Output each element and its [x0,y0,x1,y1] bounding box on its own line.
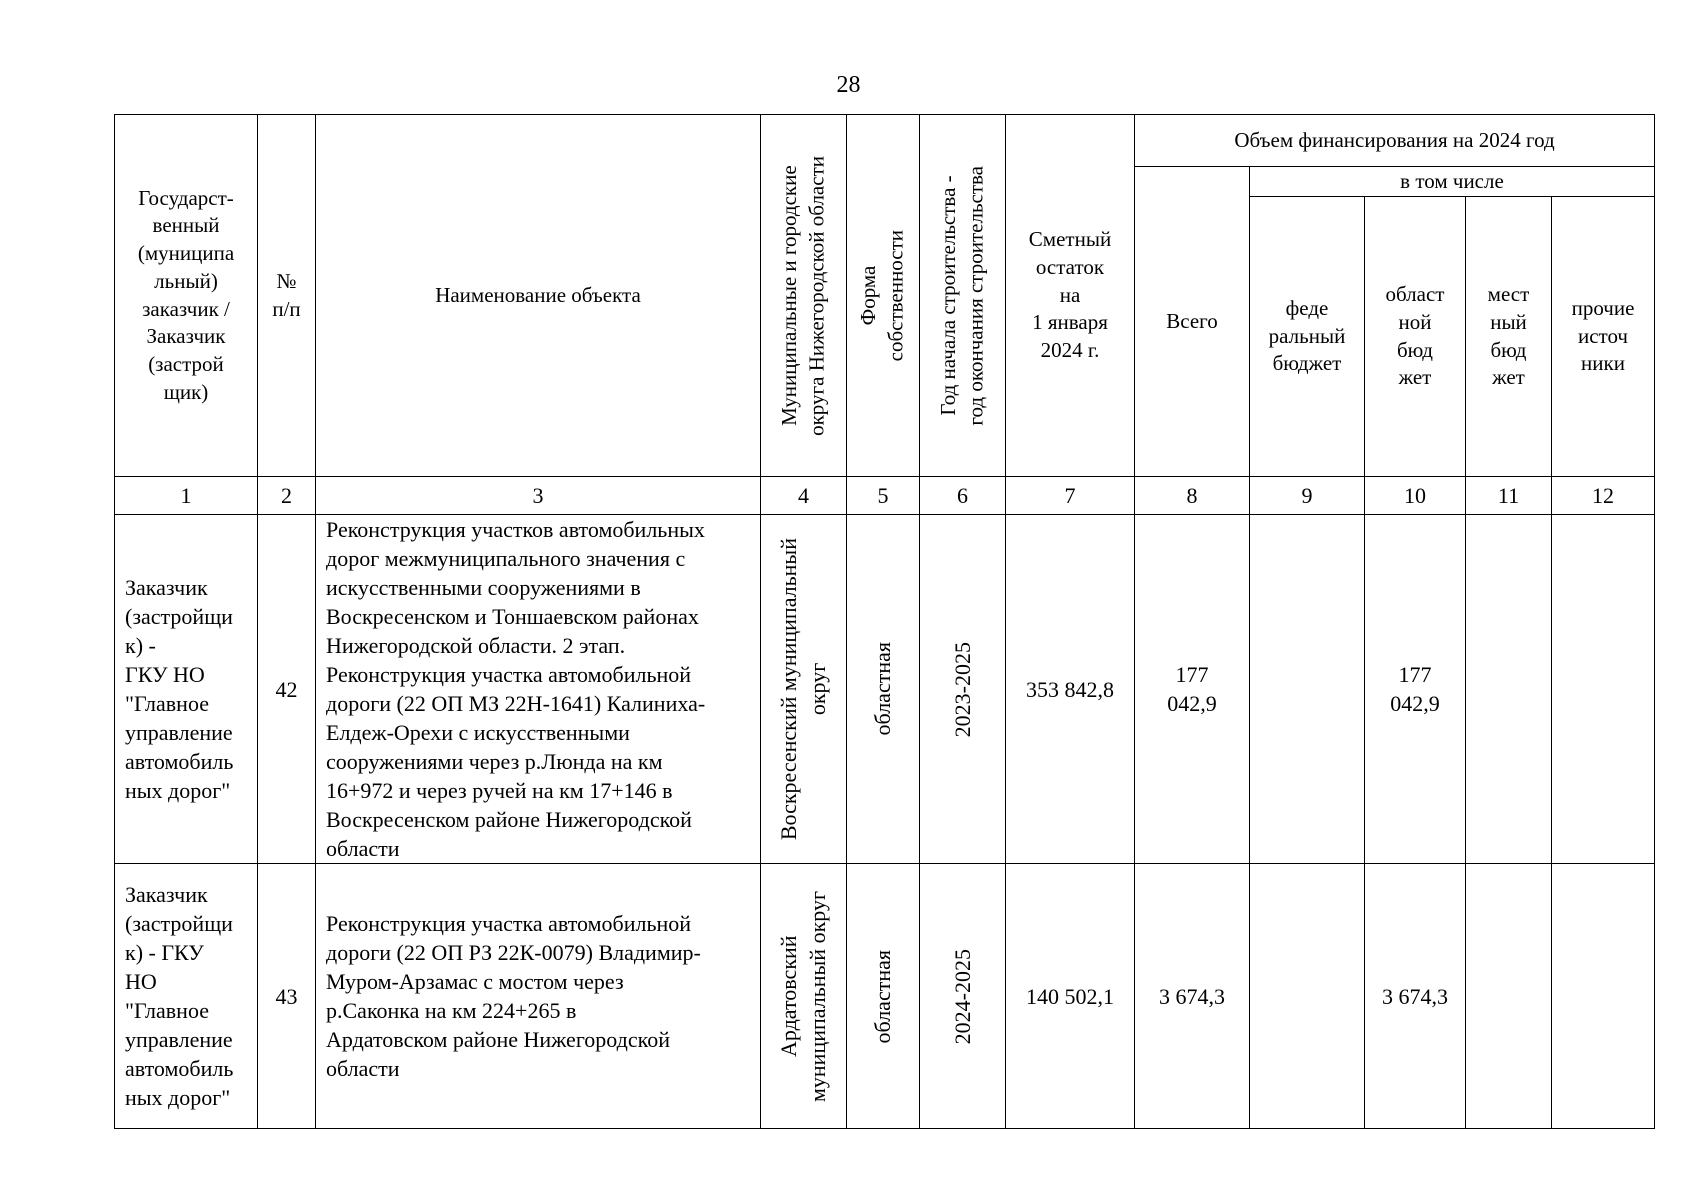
row-years [920,515,1006,864]
row-regional: 177 042,9 [1365,515,1466,864]
header-federal: феде ральный бюджет [1250,197,1365,477]
row-district-text: Воскресенский муниципальный округ [776,538,831,841]
column-number: 1 [115,477,258,515]
column-number: 9 [1250,477,1365,515]
row-other [1552,515,1655,864]
row-years [920,864,1006,1129]
row-ownership [847,515,920,864]
column-number-row [115,477,1655,515]
column-number: 2 [258,477,316,515]
row-district [761,864,847,1129]
row-estimated-balance: 353 842,8 [1006,515,1135,864]
column-number: 11 [1466,477,1552,515]
row-num: 43 [258,864,316,1129]
header-total: Всего [1135,167,1250,477]
row-district [761,515,847,864]
table-row [115,515,1655,864]
header-row [115,115,1655,167]
header-municipal-districts [761,115,847,477]
column-number: 4 [761,477,847,515]
table-row [115,864,1655,1129]
row-regional: 3 674,3 [1365,864,1466,1129]
header-including: в том числе [1250,167,1655,197]
row-ownership [847,864,920,1129]
row-other [1552,864,1655,1129]
row-district-text: Ардатовский муниципальный округ [776,890,831,1102]
header-object-name: Наименование объекта [316,115,761,477]
row-total: 177 042,9 [1135,515,1250,864]
financing-table [114,114,1655,1129]
row-federal [1250,515,1365,864]
header-ownership [847,115,920,477]
header-customer: Государст- венный (муниципа льный) заказчик / Заказчик (застрой щик) [115,115,258,477]
column-number: 12 [1552,477,1655,515]
row-num: 42 [258,515,316,864]
page-number: 28 [836,72,861,98]
row-object-name: Реконструкция участка автомобильной дороги (22 ОП РЗ 22К-0079) Владимир- Муром-Арзамас с мостом через р.Саконка на км 224+265 в Ардатовском районе Нижегородской области [316,864,761,1129]
header-funding-title: Объем финансирования на 2024 год [1135,115,1655,167]
header-num: № п/п [258,115,316,477]
column-number: 3 [316,477,761,515]
row-customer: Заказчик (застройщи к) - ГКУ НО "Главное управление автомобиль ных дорог" [115,864,258,1129]
column-number: 10 [1365,477,1466,515]
header-estimated-balance: Сметный остаток на 1 января 2024 г. [1006,115,1135,477]
header-regional: област ной бюд жет [1365,197,1466,477]
row-years-text: 2023-2025 [949,641,975,737]
row-local [1466,515,1552,864]
row-local [1466,864,1552,1129]
header-other: прочие источ ники [1552,197,1655,477]
column-number: 7 [1006,477,1135,515]
column-number: 8 [1135,477,1250,515]
header-years [920,115,1006,477]
row-federal [1250,864,1365,1129]
header-years-text: Год начала строительства - год окончания строительства [935,165,988,426]
column-number: 6 [920,477,1006,515]
header-local: мест ный бюд жет [1466,197,1552,477]
row-total: 3 674,3 [1135,864,1250,1129]
row-estimated-balance: 140 502,1 [1006,864,1135,1129]
column-number: 5 [847,477,920,515]
row-customer: Заказчик (застройщи к) - ГКУ НО "Главное управление автомобиль ных дорог" [115,515,258,864]
row-years-text: 2024-2025 [949,948,975,1045]
row-ownership-text: областная [870,949,896,1044]
row-ownership-text: областная [870,642,896,736]
header-ownership-text: Форма собственности [856,229,908,362]
header-municipal-districts-text: Муниципальные и городские округа Нижегородской области [776,155,829,436]
row-object-name: Реконструкция участков автомобильных дорог межмуниципального значения с искусственными сооружениями в Воскресенском и Тоншаевском районах Нижегородской области. 2 этап. Реконструкция участка автомобильной дороги (22 ОП МЗ 22Н-1641) Калиниха- Елдеж-Орехи с искусственными сооружениями через р.Люнда на км 16+972 и через ручей на км 17+146 в Воскресенском районе Нижегородской области [316,515,761,864]
